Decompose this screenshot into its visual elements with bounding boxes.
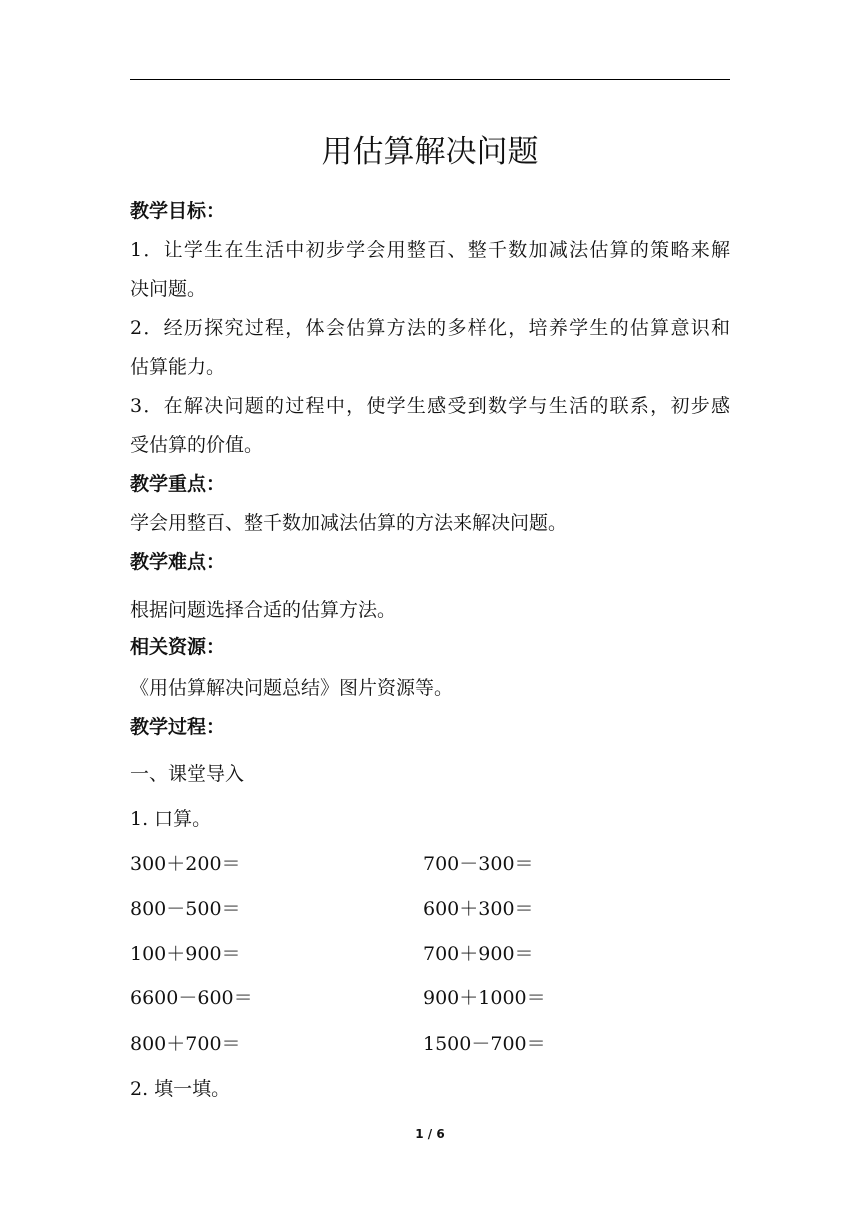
equation-right: 700－300＝: [423, 853, 534, 875]
header-rule: [130, 79, 730, 80]
section-1-heading: 一、课堂导入: [130, 763, 245, 785]
equation-left: 6600－600＝: [130, 987, 253, 1009]
resources-text: 《用估算解决问题总结》图片资源等。: [130, 677, 454, 699]
equation-left: 100＋900＝: [130, 943, 241, 965]
difficulties-text: 根据问题选择合适的估算方法。: [130, 599, 397, 621]
objective-1-line-1: 1．让学生在生活中初步学会用整百、整千数加减法估算的策略来解: [130, 239, 730, 261]
objective-2-line-1: 2．经历探究过程，体会估算方法的多样化，培养学生的估算意识和: [130, 317, 730, 339]
key-points-heading: 教学重点：: [130, 473, 226, 495]
equation-left: 300＋200＝: [130, 853, 241, 875]
equation-right: 900＋1000＝: [423, 987, 546, 1009]
objective-3-line-2: 受估算的价值。: [130, 434, 264, 456]
objectives-heading: 教学目标：: [130, 200, 226, 222]
equation-left: 800－500＝: [130, 898, 241, 920]
equation-row: [130, 850, 730, 878]
equation-row: [130, 984, 730, 1012]
equation-left: 800＋700＝: [130, 1033, 241, 1055]
equation-right: 700＋900＝: [423, 943, 534, 965]
equation-right: 600＋300＝: [423, 898, 534, 920]
equation-row: [130, 1030, 730, 1058]
key-points-text: 学会用整百、整千数加减法估算的方法来解决问题。: [130, 512, 568, 534]
step-2-label: 2. 填一填。: [130, 1078, 231, 1100]
difficulties-heading: 教学难点：: [130, 551, 226, 573]
equation-right: 1500－700＝: [423, 1033, 546, 1055]
objective-1-line-2: 决问题。: [130, 278, 207, 300]
process-heading: 教学过程：: [130, 716, 226, 738]
document-title: 用估算解决问题: [321, 134, 539, 170]
objective-2-line-2: 估算能力。: [130, 356, 226, 378]
resources-heading: 相关资源：: [130, 636, 226, 658]
step-1-label: 1. 口算。: [130, 808, 212, 830]
page-number: 1 / 6: [415, 1127, 445, 1141]
equation-row: [130, 895, 730, 923]
objective-3-line-1: 3．在解决问题的过程中，使学生感受到数学与生活的联系，初步感: [130, 395, 730, 417]
equation-row: [130, 940, 730, 968]
